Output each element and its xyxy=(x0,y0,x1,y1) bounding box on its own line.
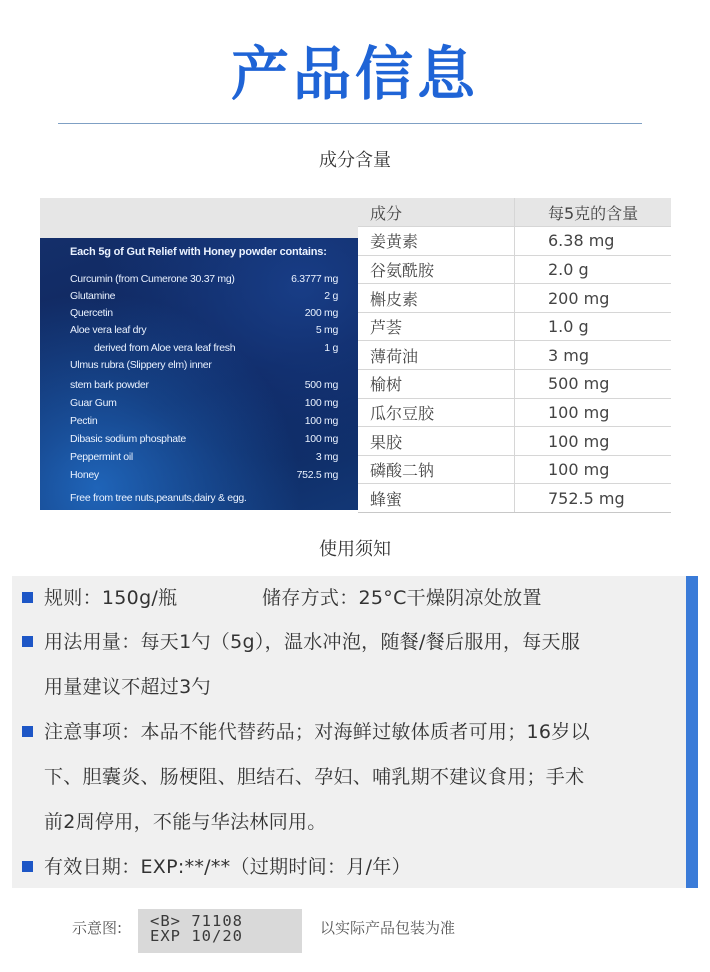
usage-heading: 使用须知 xyxy=(319,539,391,560)
package-label-ingredient: Quercetin xyxy=(70,307,113,319)
table-header-band xyxy=(40,198,358,238)
caution-text-line-3: 前2周停用，不能与华法林同用。 xyxy=(44,811,327,833)
expiry-text: 有效日期：EXP:**/**（过期时间：月/年） xyxy=(44,856,411,878)
package-label-amount: 500 mg xyxy=(304,379,338,391)
sample-label: 示意图: xyxy=(72,919,123,937)
caution-text-line-2: 下、胆囊炎、肠梗阻、胆结石、孕妇、哺乳期不建议食用；手术 xyxy=(44,766,585,788)
package-label-amount: 3 mg xyxy=(315,451,338,463)
ingredient-amount: 100 mg xyxy=(515,455,672,484)
package-label-ingredient: Curcumin (from Cumerone 30.37 mg) xyxy=(70,273,235,285)
table-header-ingredient: 成分 xyxy=(358,198,515,227)
ingredient-amount: 100 mg xyxy=(515,398,672,427)
page-title: 产品信息 xyxy=(230,40,479,108)
table-row xyxy=(358,398,671,427)
ingredient-name: 磷酸二钠 xyxy=(358,455,515,484)
stamp-line-exp: EXP 10/20 xyxy=(150,927,243,945)
table-row xyxy=(358,227,671,256)
ingredient-name: 瓜尔豆胶 xyxy=(358,398,515,427)
ingredient-name: 槲皮素 xyxy=(358,284,515,313)
title-divider xyxy=(58,123,642,124)
square-bullet-icon xyxy=(22,861,33,872)
ingredients-heading: 成分含量 xyxy=(319,150,391,171)
package-label-amount: 200 mg xyxy=(304,307,338,319)
ingredient-name: 芦荟 xyxy=(358,312,515,341)
ingredient-amount: 200 mg xyxy=(515,284,672,313)
ingredient-amount: 3 mg xyxy=(515,341,672,370)
square-bullet-icon xyxy=(22,592,33,603)
spec-text: 规则：150g/瓶 xyxy=(44,587,178,609)
caution-text-line-1: 注意事项：本品不能代替药品；对海鲜过敏体质者可用；16岁以 xyxy=(44,721,590,743)
square-bullet-icon xyxy=(22,726,33,737)
package-label-amount: 2 g xyxy=(324,290,338,302)
package-label-ingredient: Guar Gum xyxy=(70,397,117,409)
ingredient-name: 谷氨酰胺 xyxy=(358,255,515,284)
band-accent xyxy=(686,620,698,708)
package-label-ingredient: Free from tree nuts,peanuts,dairy & egg. xyxy=(70,492,247,504)
package-label-amount: 100 mg xyxy=(304,415,338,427)
ingredient-table xyxy=(358,198,671,513)
ingredient-name: 姜黄素 xyxy=(358,227,515,256)
table-row xyxy=(358,455,671,484)
table-row xyxy=(358,341,671,370)
package-label-amount: 5 mg xyxy=(315,324,338,336)
square-bullet-icon xyxy=(22,636,33,647)
table-row xyxy=(358,484,671,513)
package-label-ingredient: Peppermint oil xyxy=(70,451,133,463)
stamp-line-batch: <B> 71108 xyxy=(150,912,243,930)
package-label-ingredient: stem bark powder xyxy=(70,379,149,391)
package-label-amount: 6.3777 mg xyxy=(291,273,338,285)
band-accent xyxy=(686,846,698,888)
table-header-amount: 每5克的含量 xyxy=(515,198,672,227)
ingredient-amount: 6.38 mg xyxy=(515,227,672,256)
band-accent xyxy=(686,576,698,620)
package-label-amount: 100 mg xyxy=(304,397,338,409)
usage-text-line-2: 用量建议不超过3勺 xyxy=(44,676,211,698)
ingredient-name: 果胶 xyxy=(358,427,515,456)
usage-text-line-1: 用法用量：每天1勺（5g），温水冲泡，随餐/餐后服用，每天服 xyxy=(44,631,581,653)
package-label-ingredient: Dibasic sodium phosphate xyxy=(70,433,186,445)
ingredient-name: 薄荷油 xyxy=(358,341,515,370)
table-header-row xyxy=(358,198,671,227)
ingredient-name: 榆树 xyxy=(358,370,515,399)
package-label-amount: 100 mg xyxy=(304,433,338,445)
table-row xyxy=(358,370,671,399)
package-label-ingredient: Glutamine xyxy=(70,290,116,302)
package-label-heading: Each 5g of Gut Relief with Honey powder contains: xyxy=(70,246,327,258)
package-label-ingredient: Ulmus rubra (Slippery elm) inner xyxy=(70,359,212,371)
ingredient-name: 蜂蜜 xyxy=(358,484,515,513)
package-label-ingredient: derived from Aloe vera leaf fresh xyxy=(94,342,236,354)
ingredient-amount: 1.0 g xyxy=(515,312,672,341)
ingredient-amount: 100 mg xyxy=(515,427,672,456)
ingredient-amount: 752.5 mg xyxy=(515,484,672,513)
package-label-ingredient: Honey xyxy=(70,469,99,481)
table-row xyxy=(358,255,671,284)
sample-note: 以实际产品包装为准 xyxy=(320,919,456,937)
ingredient-amount: 2.0 g xyxy=(515,255,672,284)
band-accent xyxy=(686,708,698,846)
table-row xyxy=(358,427,671,456)
package-label-image xyxy=(40,238,358,510)
package-label-amount: 1 g xyxy=(324,342,338,354)
expiry-stamp-image xyxy=(138,909,302,953)
package-label-amount: 752.5 mg xyxy=(296,469,338,481)
ingredient-amount: 500 mg xyxy=(515,370,672,399)
table-row xyxy=(358,312,671,341)
package-label-ingredient: Aloe vera leaf dry xyxy=(70,324,147,336)
storage-text: 储存方式：25°C干燥阴凉处放置 xyxy=(262,587,542,609)
table-row xyxy=(358,284,671,313)
package-label-ingredient: Pectin xyxy=(70,415,98,427)
